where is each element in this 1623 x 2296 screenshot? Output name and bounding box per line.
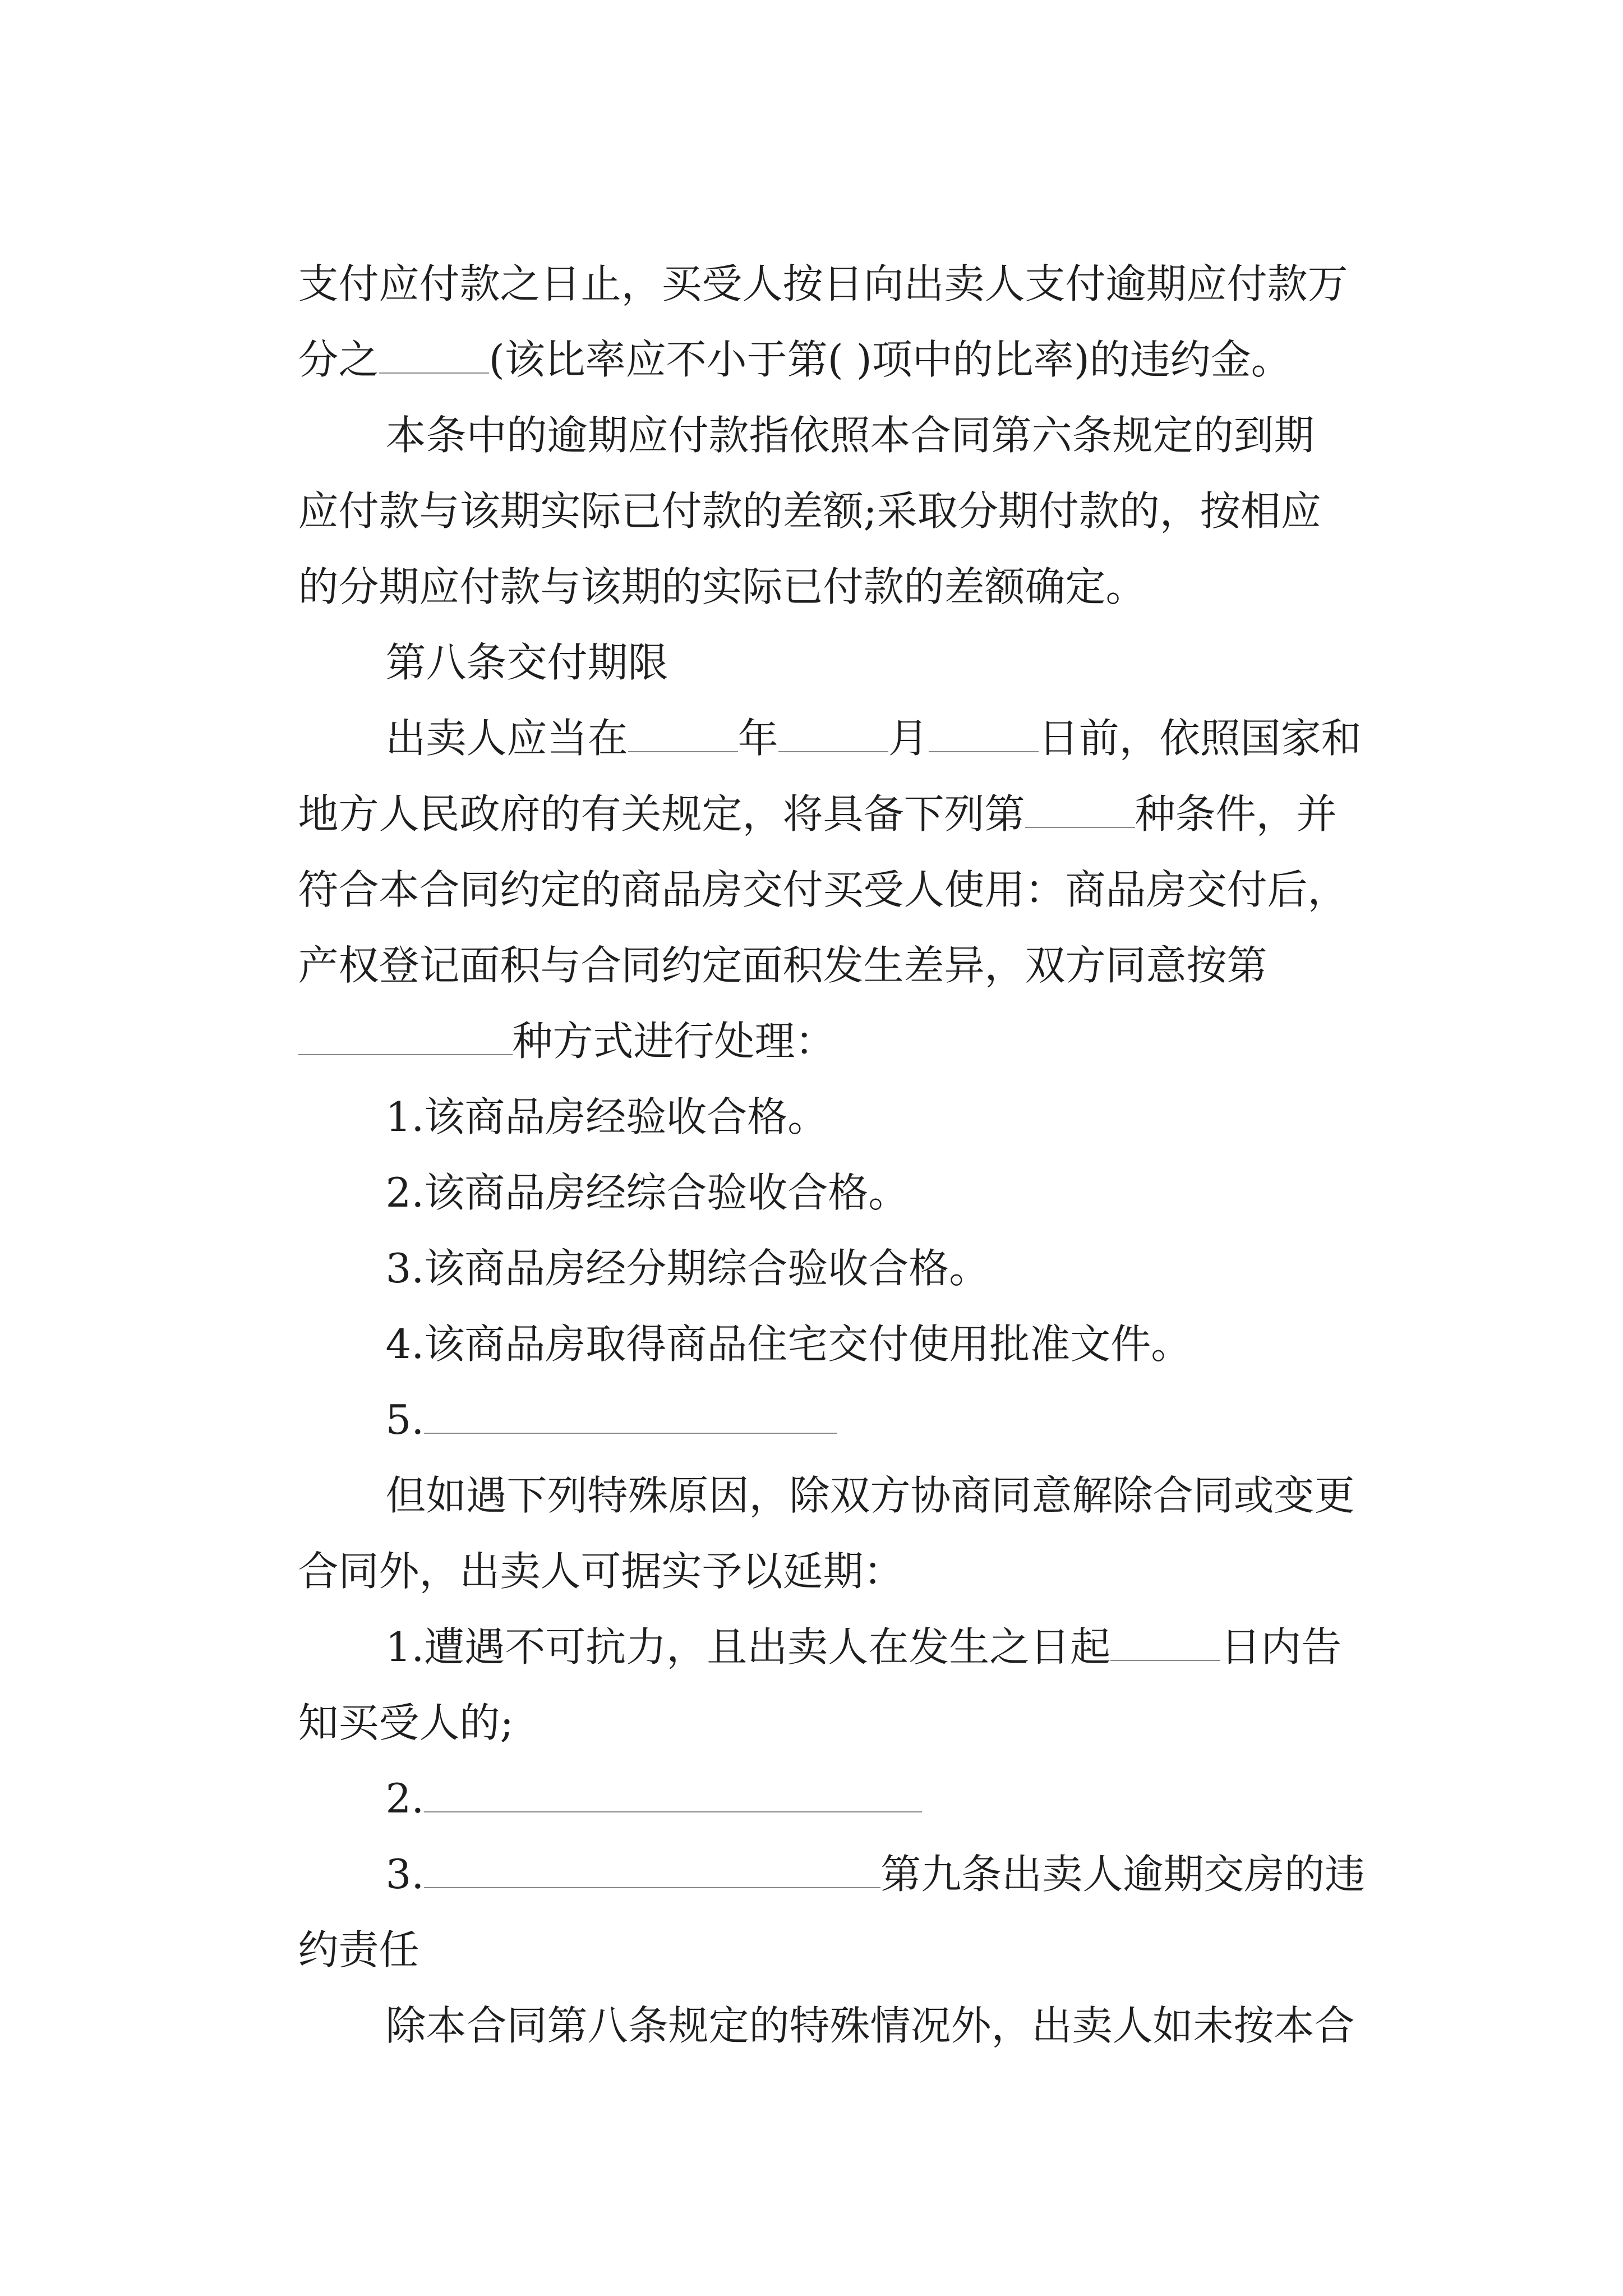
text-run: 符合本合同约定的商品房交付买受人使用：商品房交付后， (298, 866, 1348, 913)
text-run: 出卖人应当在 (385, 715, 628, 762)
text-run: 本条中的逾期应付款指依照本合同第六条规定的到期 (385, 412, 1315, 459)
text-run: 1.该商品房经验收合格。 (385, 1093, 828, 1140)
text-run: 第八条交付期限 (385, 639, 668, 686)
text-run: 合同外，出卖人可据实予以延期： (298, 1548, 904, 1595)
paragraph-line (334, 1965, 1355, 2086)
text-run: 2.该商品房经综合验收合格。 (385, 1169, 909, 1216)
text-run: 日内告 (1220, 1623, 1342, 1671)
text-run: 3.该商品房经分期综合验收合格。 (385, 1245, 990, 1292)
fill-blank (628, 719, 738, 752)
text-run: 约责任 (298, 1926, 419, 1973)
text-run: 1.遭遇不可抗力，且出卖人在发生之日起 (385, 1623, 1111, 1671)
text-run: 3. (385, 1851, 425, 1898)
text-run: 5. (385, 1396, 425, 1443)
fill-blank (424, 1779, 922, 1812)
text-run: 但如遇下列特殊原因，除双方协商同意解除合同或变更 (385, 1472, 1355, 1519)
text-run: 2. (385, 1775, 425, 1822)
text-run: 年 (737, 715, 778, 762)
text-run: 种方式进行处理： (512, 1018, 836, 1065)
text-run: 分之 (298, 336, 379, 383)
text-run: 知买受人的; (298, 1699, 514, 1746)
text-run: 应付款与该期实际已付款的差额;采取分期付款的，按相应 (298, 487, 1321, 535)
text-run: 4.该商品房取得商品住宅交付使用批准文件。 (385, 1320, 1192, 1368)
fill-blank (1025, 794, 1135, 828)
text-run: 支付应付款之日止，买受人按日向出卖人支付逾期应付款万 (298, 260, 1348, 307)
text-run: 月 (888, 715, 929, 762)
fill-blank (298, 1022, 513, 1055)
list-item (334, 1814, 1365, 1935)
fill-blank (1110, 1627, 1220, 1661)
text-run: 第九条出卖人逾期交房的违 (880, 1851, 1366, 1898)
fill-blank (424, 1855, 880, 1888)
text-run: 日前，依照国家和 (1038, 715, 1362, 762)
fill-blank (424, 1400, 837, 1434)
text-run: 地方人民政府的有关规定，将具备下列第 (298, 790, 1025, 838)
text-run: 产权登记面积与合同约定面积发生差异，双方同意按第 (298, 942, 1267, 989)
fill-blank (929, 719, 1039, 752)
text-run: 的分期应付款与该期的实际已付款的差额确定。 (298, 563, 1146, 610)
text-run: 种条件，并 (1135, 790, 1337, 838)
fill-blank (778, 719, 888, 752)
text-run: (该比率应不小于第( )项中的比率)的违约金。 (488, 336, 1292, 383)
fill-blank (379, 340, 489, 374)
text-run: 除本合同第八条规定的特殊情况外，出卖人如未按本合 (385, 2002, 1355, 2049)
